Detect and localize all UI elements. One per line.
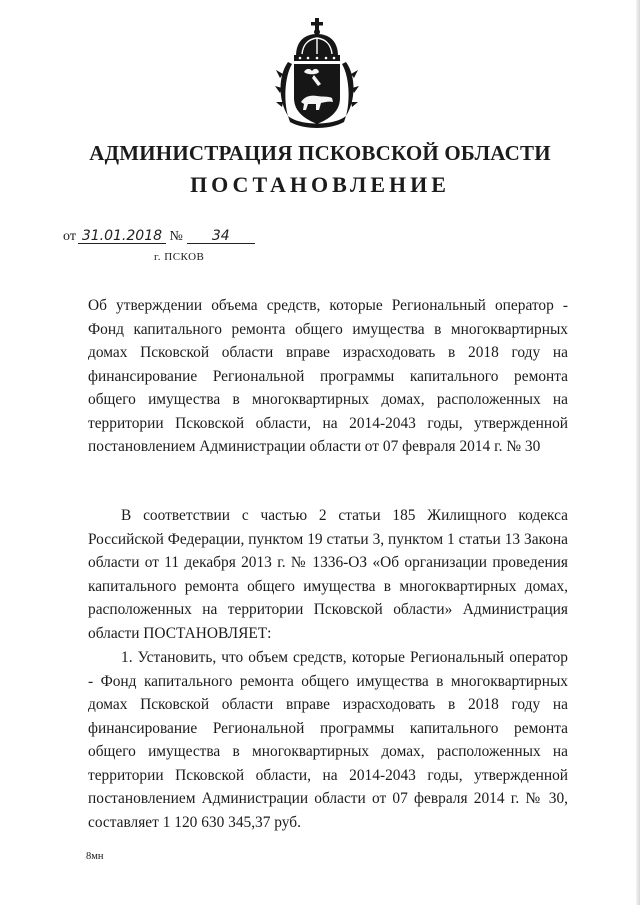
document-number: 34 xyxy=(187,229,255,244)
pskov-coat-of-arms-icon xyxy=(274,18,360,130)
document-type: ПОСТАНОВЛЕНИЕ xyxy=(190,172,450,197)
preamble-paragraph xyxy=(88,504,568,645)
clause-1-paragraph xyxy=(88,646,568,834)
date-number-line xyxy=(63,229,255,245)
document-title: Об утверждении объема средств, которые Региональный оператор - Фонд капитального ремонта общего имущества в многоквартирных домах Псковской области вправе израсходовать в 2018 году на финансирование Региональной программы капитального ремонта общего имущества в многоквартирных домах, расположенных на территории Псковской области, на 2014-2043 годы, утвержденной постановлением Администрации области от 07 февраля 2014 г. № 30 xyxy=(88,297,568,455)
footer-code: 8мн xyxy=(86,851,104,862)
number-prefix: № xyxy=(169,229,183,244)
city: г. ПСКОВ xyxy=(154,251,205,263)
preamble-text: В соответствии с частью 2 статьи 185 Жилищного кодекса Российской Федерации, пунктом 19 статьи 3, пунктом 1 статьи 13 Закона области от 11 декабря 2013 г. № 1336-ОЗ «Об организации проведения капитального ремонта общего имущества в многоквартирных домах, расположенных на территории Псковской области» Администрация области ПОСТАНОВЛЯЕТ: xyxy=(88,507,568,642)
document-date: 31.01.2018 xyxy=(78,229,166,244)
organization-name: АДМИНИСТРАЦИЯ ПСКОВСКОЙ ОБЛАСТИ xyxy=(89,141,551,165)
scan-edge xyxy=(636,0,640,905)
date-prefix: от xyxy=(63,229,76,244)
clause-1-text: 1. Установить, что объем средств, которые Региональный оператор - Фонд капитального ремонта общего имущества в многоквартирных домах Псковской области вправе израсходовать в 2018 году на финансирование Региональной программы капитального ремонта общего имущества в многоквартирных домах, расположенных на территории Псковской области, на 2014-2043 годы, утвержденной постановлением Администрации области от 07 февраля 2014 г. № 30, составляет 1 120 630 345,37 руб. xyxy=(88,649,568,831)
